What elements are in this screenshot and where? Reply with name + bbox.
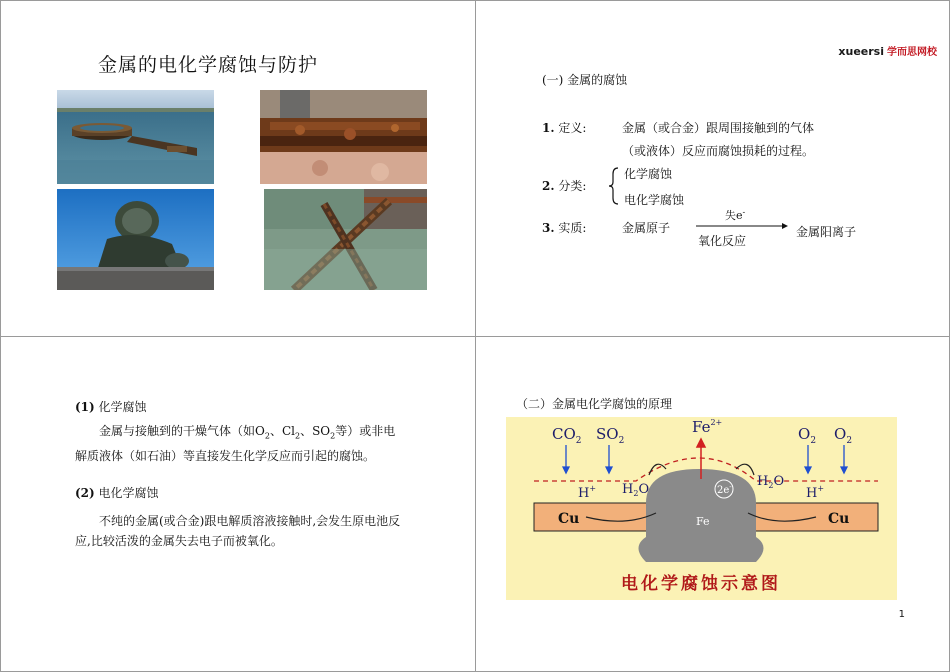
- h-plus-label-right: H+: [806, 484, 825, 501]
- reaction-arrow-icon: [696, 221, 788, 231]
- bronze-lion-photo: [57, 189, 214, 290]
- rusty-metal-photo: [260, 90, 427, 184]
- chemical-corrosion-number: (1): [75, 400, 95, 414]
- essence-label: [542, 219, 586, 236]
- electrochemical-corrosion-heading: [75, 484, 159, 501]
- chemical-paragraph-line-1: [75, 421, 445, 446]
- slide-1-title: 金属的电化学腐蚀与防护: [98, 54, 319, 76]
- slide-2: [475, 0, 950, 337]
- electrochemical-corrosion-diagram: [506, 417, 897, 600]
- definition-number: 1.: [542, 121, 555, 135]
- classification-label: [542, 177, 586, 194]
- ship-wreck-photo: [57, 90, 214, 184]
- classification-label-text: 分类:: [558, 179, 587, 193]
- para1-part-c: 、SO: [300, 424, 331, 438]
- definition-line-2: （或液体）反应而腐蚀损耗的过程。: [622, 144, 815, 158]
- diagram-caption: 电化学腐蚀示意图: [621, 574, 781, 594]
- slide-3: [0, 336, 476, 672]
- classification-item-electrochemical: 电化学腐蚀: [624, 193, 685, 207]
- h2o-label-right: $H_2O$: [757, 474, 785, 490]
- essence-above-sup: -: [742, 207, 746, 217]
- principle-heading: （二）金属电化学腐蚀的原理: [516, 397, 673, 411]
- chemical-corrosion-heading: [75, 398, 147, 415]
- slide-4: [475, 336, 950, 672]
- cu-label-left: Cu: [558, 511, 580, 527]
- so2-label: $SO_2$: [596, 425, 625, 446]
- essence-above-text: 失e: [725, 209, 743, 222]
- cu-electrode-right: [746, 503, 878, 531]
- essence-below-label: 氧化反应: [698, 234, 747, 248]
- chemical-paragraph-line-2: 解质液体（如石油）等直接发生化学反应而引起的腐蚀。: [75, 449, 376, 464]
- definition-line-1: 金属（或合金）跟周围接触到的气体: [622, 121, 815, 135]
- fe-core-label: Fe: [696, 515, 710, 528]
- definition-label: [542, 119, 586, 136]
- logo-brand: 学而思网校: [887, 47, 937, 58]
- brace-icon: [608, 166, 620, 206]
- two-electron-label: 2e-: [717, 483, 732, 496]
- co2-label: $CO_2$: [552, 425, 582, 446]
- logo-text: xueersi: [838, 45, 884, 58]
- h-plus-label-left: H+: [578, 484, 597, 501]
- para1-part-b: 、Cl: [269, 424, 295, 438]
- rusty-chain-photo: [264, 189, 427, 290]
- essence-from: 金属原子: [622, 221, 671, 235]
- para1-sub-2: 2: [294, 431, 301, 441]
- slide-1: [0, 0, 476, 337]
- electrochemical-corrosion-number: (2): [75, 486, 95, 500]
- cu-label-right: Cu: [828, 511, 850, 527]
- essence-to: 金属阳离子: [796, 225, 857, 239]
- para1-part-a: 金属与接触到的干燥气体（如O: [99, 424, 265, 438]
- essence-label-text: 实质:: [558, 221, 587, 235]
- classification-number: 2.: [542, 179, 555, 193]
- electrochemical-corrosion-title: 电化学腐蚀: [98, 486, 159, 500]
- h2o-label-left: $H_2O$: [622, 482, 650, 498]
- o2-label-1: $O_2$: [798, 425, 817, 446]
- cu-electrode-left: [534, 503, 654, 531]
- page-number: 1: [898, 609, 905, 620]
- section-heading: (一) 金属的腐蚀: [542, 73, 628, 87]
- para1-sub-1: 2: [264, 431, 270, 441]
- essence-number: 3.: [542, 221, 555, 235]
- chemical-corrosion-paragraph: [75, 421, 445, 466]
- definition-label-text: 定义:: [558, 121, 587, 135]
- electrochemical-corrosion-paragraph: [75, 511, 445, 551]
- o2-label-2: $O_2$: [834, 425, 853, 446]
- electrochemical-paragraph-line-1: 不纯的金属(或合金)跟电解质溶液接触时,会发生原电池反: [99, 514, 401, 528]
- fe-ion-label: $Fe^{2+}$: [692, 418, 723, 436]
- classification-item-chemical: 化学腐蚀: [624, 167, 673, 181]
- para1-sub-3: 2: [330, 431, 336, 441]
- para1-part-d: 等）或非电: [335, 424, 396, 438]
- electrochemical-paragraph-line-2: 应,比较活泼的金属失去电子而被氧化。: [75, 534, 283, 548]
- xueersi-logo: [838, 43, 937, 58]
- chemical-corrosion-title: 化学腐蚀: [98, 400, 147, 414]
